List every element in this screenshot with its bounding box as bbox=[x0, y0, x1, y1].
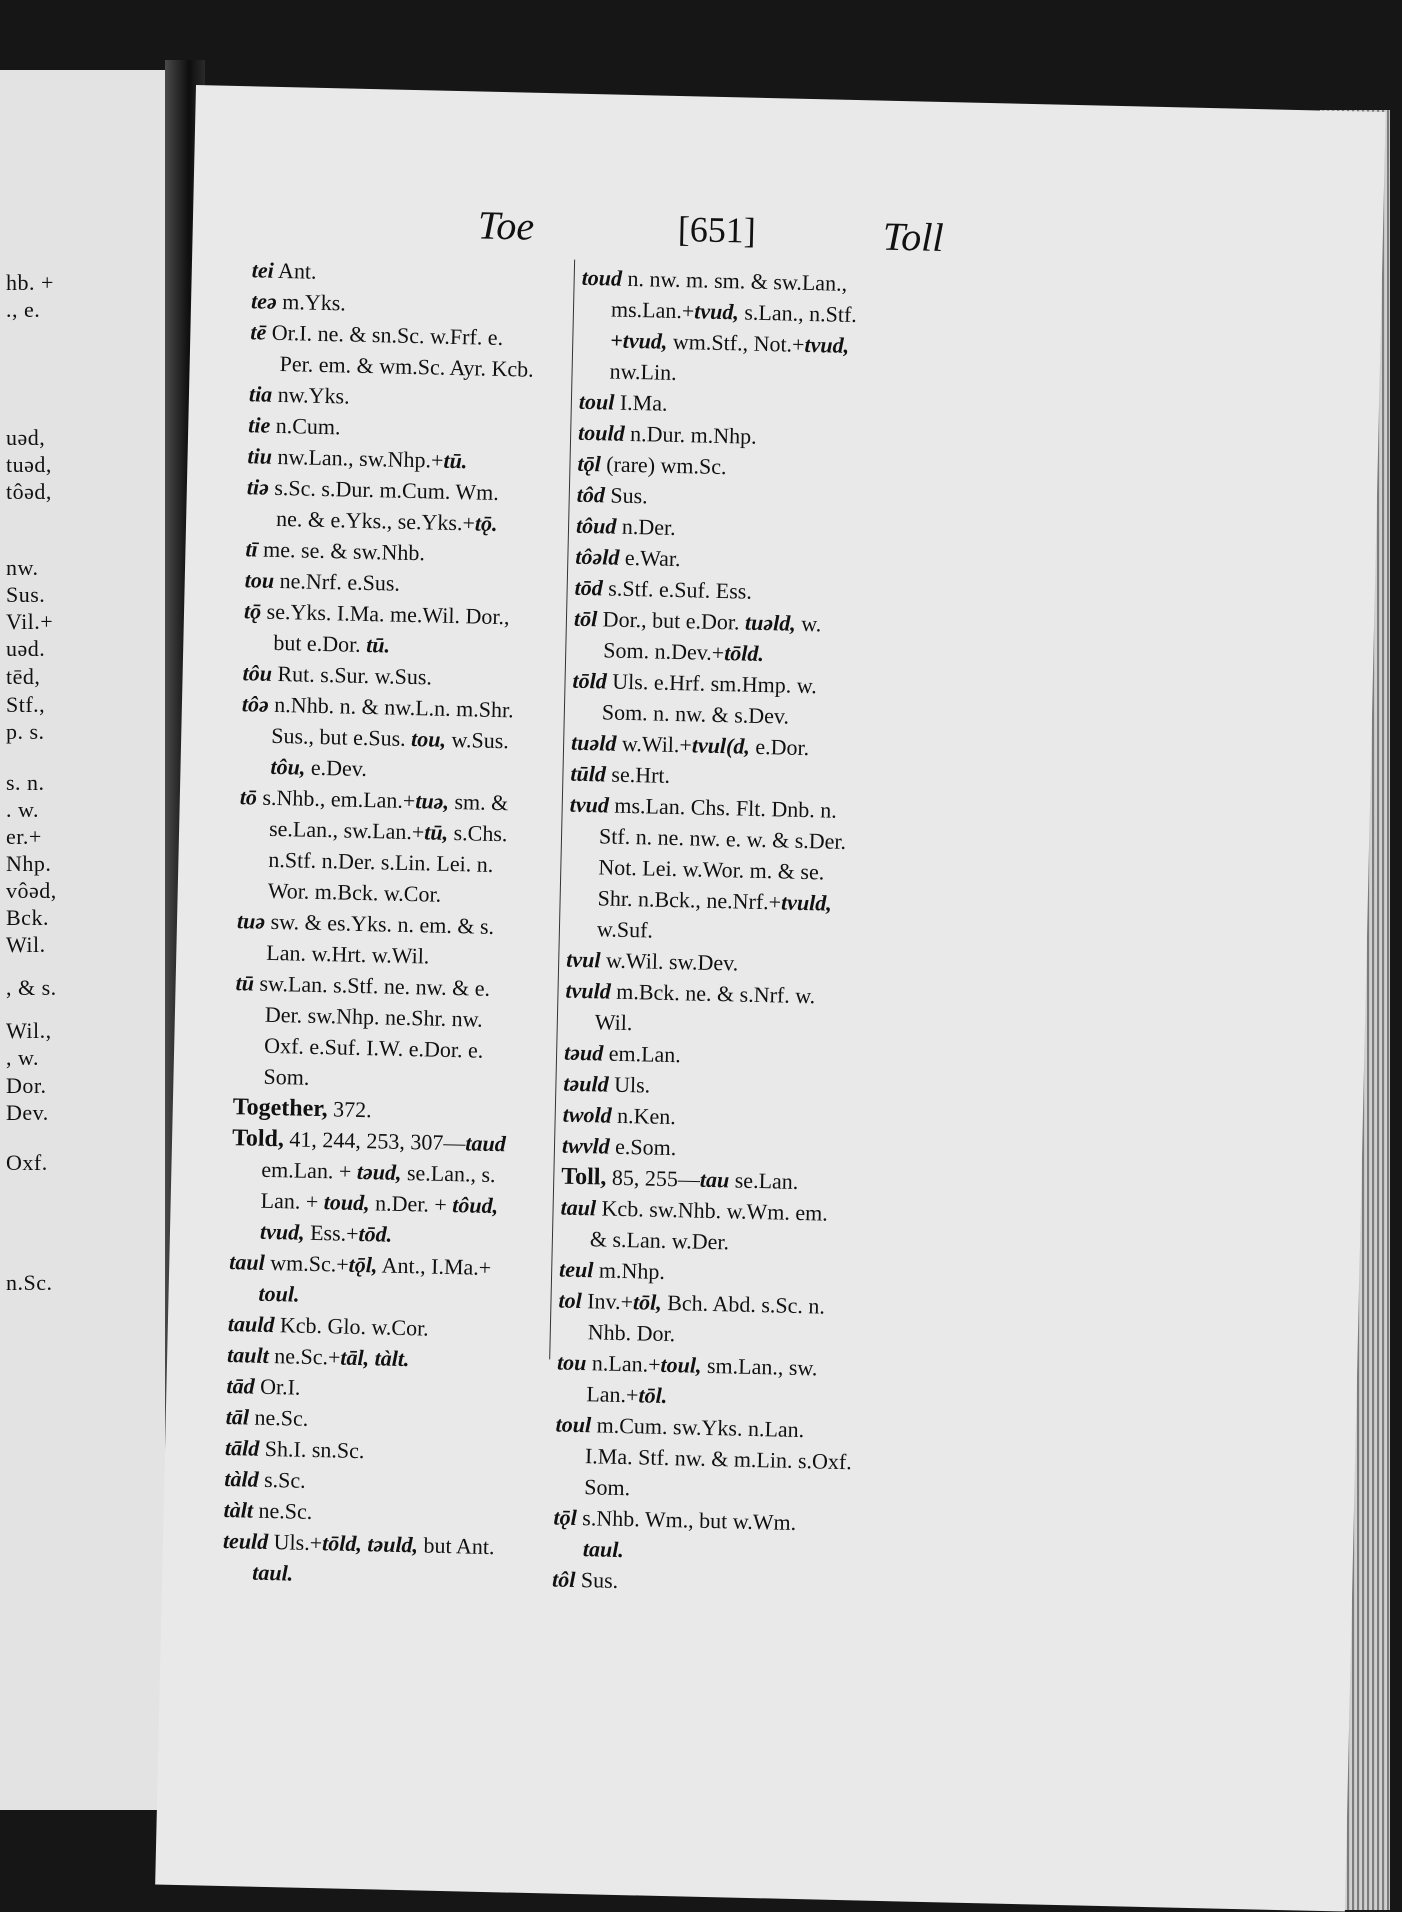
entry-text: Sh.I. sn.Sc. bbox=[259, 1435, 365, 1464]
left-fragment-text: er.+ bbox=[6, 824, 42, 849]
entry-form: tôud, bbox=[452, 1192, 499, 1219]
left-fragment-text: Wil., bbox=[6, 1018, 52, 1043]
left-fragment-text: hb. + bbox=[6, 270, 54, 295]
dictionary-page bbox=[155, 85, 1386, 1912]
entry-line bbox=[552, 1563, 873, 1601]
entry-form: tōld, bbox=[321, 1530, 363, 1557]
entry-text: Ant. bbox=[273, 257, 317, 284]
entry-text: Som. n. nw. & s.Dev. bbox=[601, 699, 790, 729]
entry-text: n.Der. + bbox=[369, 1190, 453, 1218]
entry-form: tuəld bbox=[570, 729, 617, 756]
entry-text: n.Der. bbox=[616, 513, 676, 540]
left-fragment-text: Oxf. bbox=[6, 1150, 48, 1175]
entry-text: Sus., but e.Sus. bbox=[270, 722, 412, 752]
entry-form: tǭl bbox=[577, 450, 602, 477]
entry-form: toud bbox=[581, 264, 623, 291]
entry-form: tōl bbox=[573, 605, 598, 632]
entry-text: Uls.+ bbox=[267, 1529, 323, 1556]
entry-text: se.Hrt. bbox=[605, 761, 671, 788]
entry-form: tōld bbox=[572, 667, 608, 694]
entry-text: em.Lan. + bbox=[261, 1156, 358, 1184]
entry-text: w.Sus. bbox=[445, 726, 510, 754]
entry-text: sw. & es.Yks. n. em. & s. bbox=[264, 908, 495, 939]
entry-form: tau bbox=[699, 1166, 730, 1193]
entry-text: me. se. & sw.Nhb. bbox=[257, 536, 426, 566]
entry-text: Or.I. bbox=[254, 1373, 301, 1400]
entry-form: taul. bbox=[582, 1536, 625, 1563]
entry-form: +tvud, bbox=[610, 327, 668, 354]
entry-form: tū bbox=[235, 970, 255, 996]
entry-text: n.Cum. bbox=[270, 412, 341, 440]
entry-form: tvud, bbox=[259, 1218, 305, 1245]
entry-form: tôud bbox=[575, 512, 617, 539]
entry-text: s.Sc. bbox=[258, 1466, 306, 1493]
entry-form: tàlt bbox=[223, 1496, 254, 1523]
header-right-word: Toll bbox=[882, 213, 945, 260]
entry-headword: Told, bbox=[231, 1125, 285, 1153]
entry-text: Som. n.Dev.+ bbox=[603, 637, 725, 666]
entry-text: Uls. bbox=[608, 1071, 651, 1098]
entry-text: Kcb. sw.Nhb. w.Wm. em. bbox=[595, 1195, 829, 1226]
entry-text: Lan. + bbox=[260, 1187, 325, 1215]
entry-text: Stf. n. ne. nw. e. w. & s.Der. bbox=[598, 823, 847, 854]
entry-form: tī bbox=[245, 536, 259, 562]
left-fragment-text: Vil.+ bbox=[6, 609, 54, 634]
entry-text: nw.Lin. bbox=[609, 358, 677, 385]
entry-form: tōl. bbox=[638, 1382, 668, 1409]
entry-text: s.Nhb. Wm., but w.Wm. bbox=[576, 1505, 797, 1535]
entry-form: taud bbox=[465, 1130, 507, 1157]
entry-form: təuld bbox=[563, 1070, 609, 1097]
entry-form: tôl bbox=[551, 1566, 576, 1592]
entry-text: Ant., I.Ma.+ bbox=[377, 1252, 492, 1280]
left-fragment-text: tēd, bbox=[6, 664, 41, 689]
entry-text: n.Lan.+ bbox=[586, 1350, 661, 1377]
entry-form: tǭ. bbox=[474, 510, 498, 536]
entry-text: sw.Lan. s.Stf. ne. nw. & e. bbox=[253, 970, 491, 1001]
entry-text: se.Lan., s. bbox=[401, 1159, 496, 1188]
entry-text: 85, 255— bbox=[606, 1164, 701, 1192]
entry-form: tuəld, bbox=[744, 609, 797, 636]
entry-text: Nhb. Dor. bbox=[587, 1319, 676, 1347]
left-fragment-text: Dev. bbox=[6, 1100, 49, 1125]
entry-text: Not. Lei. w.Wor. m. & se. bbox=[598, 854, 825, 885]
entry-text: m.Nhp. bbox=[593, 1257, 666, 1284]
entry-text: e.War. bbox=[619, 544, 681, 572]
left-fragment-text: Dor. bbox=[6, 1073, 47, 1098]
left-fragment-text: , w. bbox=[6, 1045, 39, 1070]
entry-form: toul, bbox=[660, 1351, 702, 1378]
entry-form: taul bbox=[229, 1249, 266, 1275]
entry-text: Wil. bbox=[594, 1009, 633, 1036]
entry-text: se.Lan. bbox=[729, 1167, 799, 1194]
entry-form: twvld bbox=[561, 1132, 610, 1159]
entry-form: tvuld bbox=[565, 977, 612, 1004]
left-fragment-text: Nhp. bbox=[6, 851, 52, 876]
entry-text: n.Dur. m.Nhp. bbox=[624, 420, 757, 449]
entry-form: toud, bbox=[323, 1189, 370, 1216]
entry-text: ms.Lan. Chs. Flt. Dnb. n. bbox=[608, 792, 838, 823]
left-fragment-text: Sus. bbox=[6, 582, 46, 607]
entry-text: I.Ma. bbox=[614, 389, 668, 416]
entry-form: tauld bbox=[227, 1311, 275, 1338]
entry-form: tuə, bbox=[415, 788, 450, 814]
entry-form: tvul(d, bbox=[691, 732, 751, 759]
entry-text: ne.Sc. bbox=[248, 1404, 309, 1431]
entry-text: I.Ma. Stf. nw. & m.Lin. s.Oxf. bbox=[584, 1443, 853, 1475]
left-fragment-text: . w. bbox=[6, 797, 39, 822]
entry-text: Lan. w.Hrt. w.Wil. bbox=[266, 939, 430, 969]
header-left-word: Toe bbox=[477, 202, 535, 249]
entry-form: tū. bbox=[443, 447, 468, 474]
entry-form: tôd bbox=[576, 481, 606, 508]
entry-form: toul bbox=[555, 1411, 592, 1438]
left-column bbox=[222, 254, 572, 1594]
entry-text: Lan.+ bbox=[586, 1381, 639, 1408]
entry-form: tǭl, bbox=[348, 1251, 378, 1278]
entry-text: but Ant. bbox=[417, 1532, 495, 1560]
entry-text: wm.Stf., Not.+ bbox=[667, 328, 805, 357]
entry-form: təud, bbox=[356, 1158, 402, 1185]
page-number: [651] bbox=[677, 208, 757, 251]
entry-text: w.Wil. sw.Dev. bbox=[600, 947, 739, 976]
entry-text: s.Sc. s.Dur. m.Cum. Wm. bbox=[268, 474, 500, 505]
entry-text: but e.Dor. bbox=[273, 629, 367, 658]
entry-text: wm.Sc.+ bbox=[264, 1249, 349, 1277]
left-fragment-text: p. s. bbox=[6, 719, 45, 744]
entry-text: s.Stf. e.Suf. Ess. bbox=[602, 575, 753, 604]
left-fragment-text: uəd, bbox=[6, 425, 46, 450]
entry-text: Bch. Abd. s.Sc. n. bbox=[661, 1289, 826, 1319]
entry-form: tôu bbox=[242, 660, 273, 686]
entry-text: m.Cum. sw.Yks. n.Lan. bbox=[590, 1412, 805, 1443]
entry-form: tāld bbox=[224, 1435, 260, 1461]
left-fragment-text: nw. bbox=[6, 555, 39, 580]
entry-text: Rut. s.Sur. w.Sus. bbox=[271, 660, 433, 690]
entry-form: tāl, bbox=[340, 1344, 370, 1371]
entry-form: təud bbox=[563, 1039, 604, 1066]
entry-text: Ess.+ bbox=[304, 1219, 359, 1246]
left-fragment-text: ., e. bbox=[6, 297, 41, 322]
entry-text: Uls. e.Hrf. sm.Hmp. w. bbox=[606, 668, 818, 699]
entry-text: & s.Lan. w.Der. bbox=[589, 1226, 730, 1255]
entry-form: tou bbox=[556, 1349, 587, 1376]
entry-text: ne.Nrf. e.Sus. bbox=[273, 567, 401, 596]
entry-form: tàld bbox=[224, 1466, 259, 1492]
entry-form: teul bbox=[558, 1256, 594, 1283]
entry-text: Som. bbox=[263, 1063, 310, 1090]
entry-text: sm. & bbox=[448, 788, 509, 816]
entry-form: tàlt. bbox=[374, 1345, 410, 1372]
entry-text: s.Chs. bbox=[447, 819, 508, 847]
entry-form: tū, bbox=[424, 819, 449, 845]
left-fragment-text: , & s. bbox=[6, 975, 57, 1000]
entry-form: tvud bbox=[569, 791, 610, 818]
entry-text: sm.Lan., sw. bbox=[701, 1352, 818, 1381]
entry-form: taul bbox=[560, 1194, 597, 1221]
entry-text: nw.Lan., sw.Nhp.+ bbox=[271, 443, 444, 473]
entry-text: m.Bck. ne. & s.Nrf. w. bbox=[610, 978, 816, 1009]
entry-text: Shr. n.Bck., ne.Nrf.+ bbox=[597, 885, 782, 915]
entry-text: n.Ken. bbox=[611, 1102, 677, 1130]
entry-text: s.Lan., n.Stf. bbox=[738, 299, 858, 328]
entry-form: tōl, bbox=[632, 1289, 663, 1315]
entry-form: tōd. bbox=[358, 1220, 393, 1247]
entry-text: ne. & e.Yks., se.Yks.+ bbox=[275, 505, 476, 536]
entry-headword: Together, bbox=[232, 1094, 328, 1123]
entry-form: tôə bbox=[241, 691, 270, 717]
entry-form: tvuld, bbox=[780, 889, 833, 916]
entry-text: Der. sw.Nhp. ne.Shr. nw. bbox=[264, 1001, 483, 1032]
entry-form: tei bbox=[251, 257, 275, 283]
entry-text: n. nw. m. sm. & sw.Lan., bbox=[621, 265, 848, 296]
left-fragment-text: n.Sc. bbox=[6, 1270, 53, 1295]
entry-text: e.Dor. bbox=[749, 733, 810, 761]
entry-form: tou, bbox=[410, 726, 447, 752]
entry-text: 41, 244, 253, 307— bbox=[283, 1126, 466, 1156]
left-fragment-text: Stf., bbox=[6, 692, 46, 717]
entry-text: s.Nhb., em.Lan.+ bbox=[256, 784, 416, 814]
entry-text: 372. bbox=[327, 1096, 372, 1123]
entry-form: tou bbox=[244, 567, 275, 593]
entry-form: teə bbox=[250, 288, 278, 314]
entry-form: tū. bbox=[365, 632, 391, 658]
entry-form: tōld. bbox=[723, 640, 765, 667]
entry-form: toul. bbox=[258, 1280, 300, 1307]
entry-text: em.Lan. bbox=[602, 1040, 682, 1068]
entry-line bbox=[222, 1556, 543, 1594]
entry-text: (rare) wm.Sc. bbox=[600, 451, 727, 480]
entry-text: Wor. m.Bck. w.Cor. bbox=[267, 877, 442, 907]
entry-text: Inv.+ bbox=[581, 1288, 634, 1315]
left-page-fragment bbox=[0, 70, 178, 1810]
entry-form: twold bbox=[562, 1101, 612, 1128]
entry-form: taul. bbox=[251, 1559, 294, 1586]
entry-text: Som. bbox=[584, 1474, 631, 1501]
entry-form: tvul bbox=[565, 946, 601, 973]
entry-form: tie bbox=[248, 412, 271, 438]
entry-form: tō bbox=[239, 784, 258, 810]
entry-text: Sus. bbox=[604, 482, 649, 509]
entry-text: ne.Sc.+ bbox=[268, 1342, 341, 1370]
entry-form: tvud, bbox=[694, 298, 740, 325]
entry-headword: Toll, bbox=[561, 1163, 607, 1191]
left-fragment-text: uəd. bbox=[6, 636, 46, 661]
entry-form: tōd bbox=[574, 574, 604, 601]
entry-form: toul bbox=[578, 388, 615, 415]
entry-text: Per. em. & wm.Sc. Ayr. Kcb. bbox=[279, 350, 534, 382]
left-fragment-text: Bck. bbox=[6, 905, 49, 930]
entry-text: nw.Yks. bbox=[271, 381, 350, 409]
entry-form: tôu, bbox=[270, 753, 306, 780]
entry-form: tuə bbox=[236, 908, 266, 934]
right-column bbox=[552, 262, 902, 1602]
entry-text: Kcb. Glo. w.Cor. bbox=[274, 1312, 430, 1341]
entry-form: tād bbox=[226, 1373, 255, 1399]
entry-text: Dor., but e.Dor. bbox=[596, 606, 746, 635]
entry-text: Oxf. e.Suf. I.W. e.Dor. e. bbox=[263, 1032, 484, 1063]
entry-form: tôəld bbox=[575, 543, 620, 570]
entry-text: w.Suf. bbox=[596, 916, 654, 943]
entry-text: e.Dev. bbox=[305, 754, 368, 782]
entry-form: tia bbox=[248, 381, 273, 407]
entry-form: tould bbox=[577, 419, 625, 446]
entry-form: tāl bbox=[225, 1404, 250, 1430]
entry-text: w. bbox=[795, 610, 822, 637]
left-fragment-text: s. n. bbox=[6, 770, 45, 795]
entry-text: Or.I. ne. & sn.Sc. w.Frf. e. bbox=[266, 319, 504, 351]
entry-form: tiə bbox=[246, 474, 270, 500]
entry-form: tault bbox=[226, 1342, 270, 1368]
entry-text: se.Lan., sw.Lan.+ bbox=[268, 815, 425, 845]
left-fragment-text: vôəd, bbox=[6, 878, 57, 903]
left-fragment-text: tuəd, bbox=[6, 452, 52, 477]
entry-text: Sus. bbox=[575, 1566, 619, 1593]
entry-form: tē bbox=[250, 319, 267, 345]
entry-form: tvud, bbox=[804, 331, 850, 358]
entry-form: tol bbox=[558, 1287, 583, 1314]
entry-text: se.Yks. I.Ma. me.Wil. Dor., bbox=[260, 598, 510, 630]
entry-form: tūld bbox=[570, 760, 607, 787]
entry-form: teuld bbox=[222, 1527, 269, 1555]
entry-form: təuld, bbox=[367, 1531, 419, 1558]
entry-form: tǭ bbox=[243, 598, 262, 624]
entry-text: n.Stf. n.Der. s.Lin. Lei. n. bbox=[268, 846, 494, 877]
entry-text: n.Nhb. n. & nw.L.n. m.Shr. bbox=[268, 691, 514, 723]
left-fragment-text: Wil. bbox=[6, 932, 46, 957]
entry-text: ms.Lan.+ bbox=[610, 296, 695, 324]
entry-text: m.Yks. bbox=[276, 288, 347, 316]
left-fragment-text: tôəd, bbox=[6, 479, 52, 504]
entry-form: tǭl bbox=[553, 1504, 578, 1531]
entry-form: tiu bbox=[247, 443, 273, 469]
entry-text: ne.Sc. bbox=[252, 1497, 313, 1525]
entry-text: w.Wil.+ bbox=[616, 730, 693, 758]
entry-text: e.Som. bbox=[609, 1133, 677, 1161]
